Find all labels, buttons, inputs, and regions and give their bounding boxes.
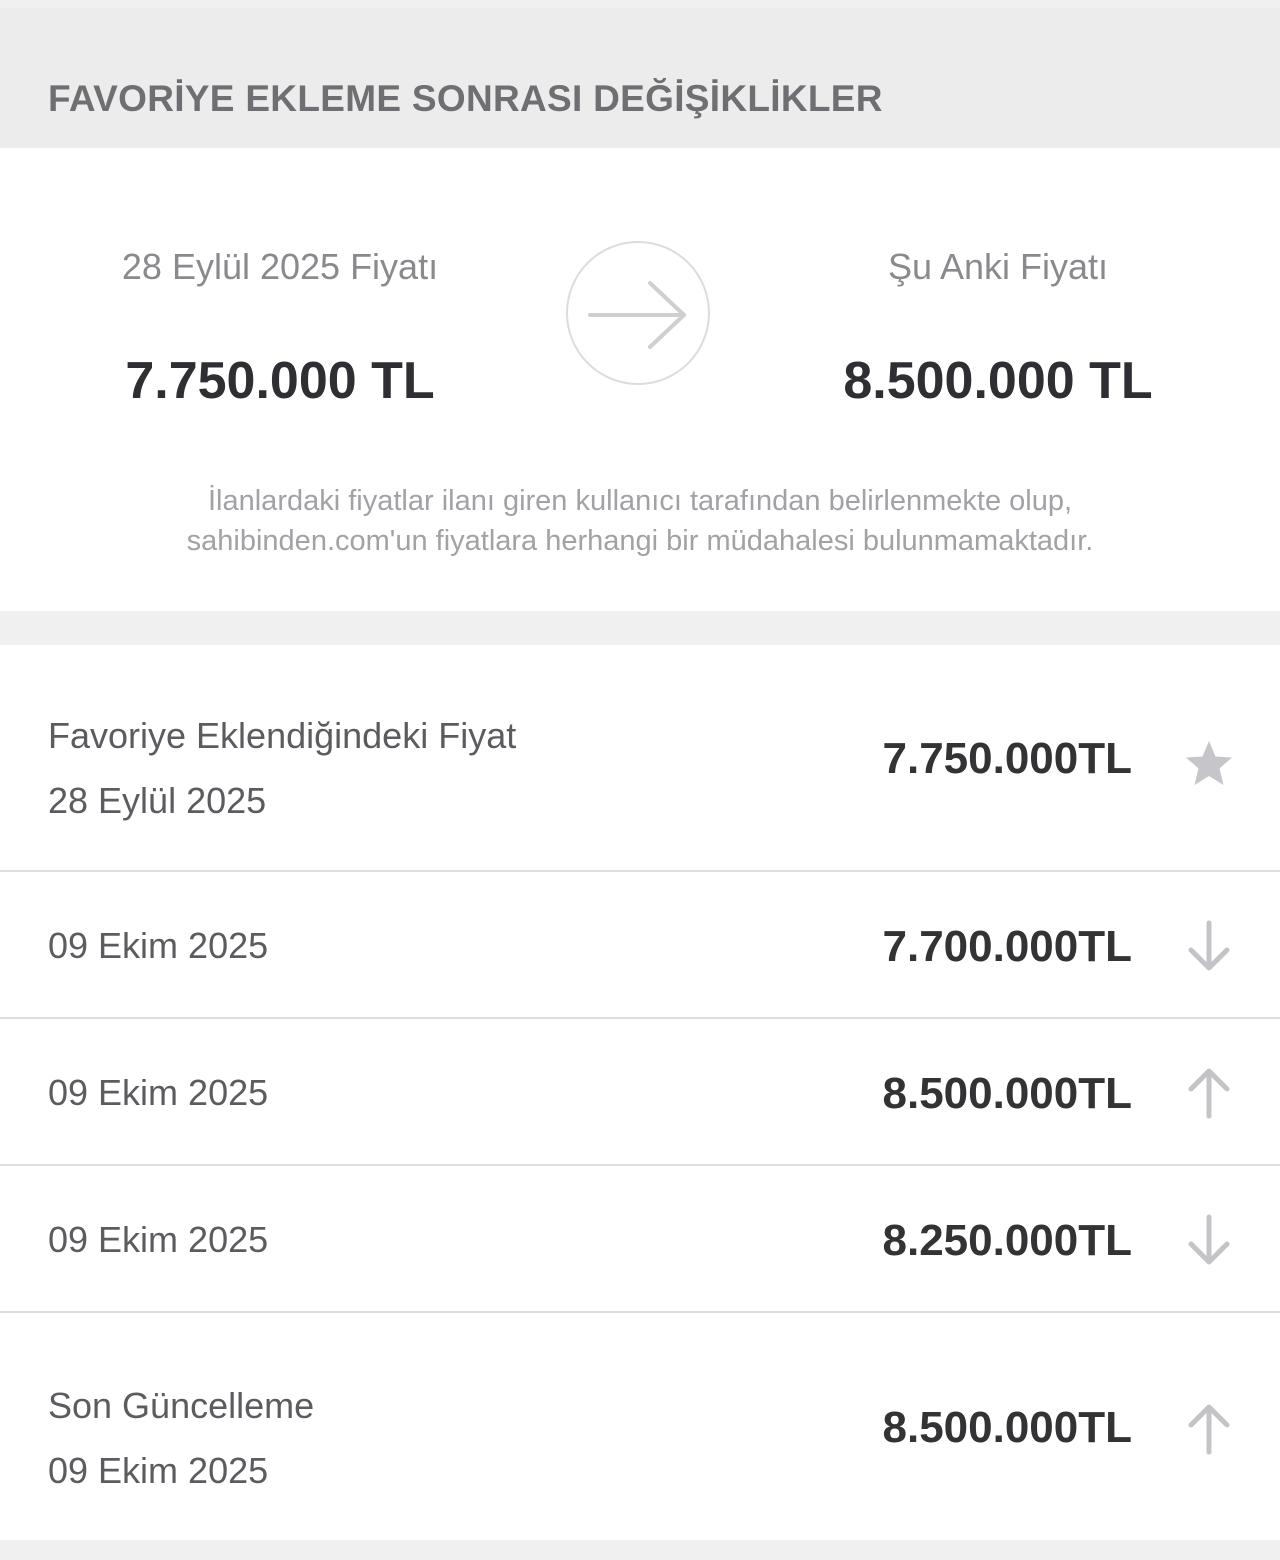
history-row-date: 09 Ekim 2025 — [48, 1450, 269, 1491]
disclaimer-line-2: sahibinden.com'un fiyatlara herhangi bir müdahalesi bulunmamaktadır. — [186, 525, 1094, 557]
arrow-up-icon — [1180, 1400, 1238, 1458]
section-header — [0, 8, 1280, 148]
history-row-last-update — [0, 1313, 1280, 1540]
history-row-price: 7.750.000TL — [882, 734, 1132, 783]
history-row-date: 09 Ekim 2025 — [48, 1219, 269, 1260]
arrow-down-icon — [1180, 917, 1238, 975]
history-row — [0, 1166, 1280, 1313]
arrow-up-icon — [1180, 1064, 1238, 1122]
history-row-price: 8.500.000TL — [882, 1069, 1132, 1118]
arrow-right-icon — [566, 241, 710, 385]
history-row-price: 8.500.000TL — [882, 1403, 1132, 1452]
price-comparison-card — [0, 148, 1280, 611]
disclaimer-line-1: İlanlardaki fiyatlar ilanı giren kullanıcı tarafından belirlenmekte olup, — [207, 485, 1073, 517]
previous-price-value: 7.750.000 TL — [125, 352, 435, 410]
history-row-price: 7.700.000TL — [882, 922, 1132, 971]
history-row-title: Son Güncelleme — [48, 1385, 315, 1426]
history-row-price: 8.250.000TL — [882, 1216, 1132, 1265]
history-row-date: 28 Eylül 2025 — [48, 780, 267, 821]
history-row-date: 09 Ekim 2025 — [48, 925, 269, 966]
price-history-list — [0, 645, 1280, 1540]
history-row-date: 09 Ekim 2025 — [48, 1072, 269, 1113]
arrow-down-icon — [1180, 1211, 1238, 1269]
history-row-title: Favoriye Eklendiğindeki Fiyat — [48, 715, 517, 756]
current-price-label: Şu Anki Fiyatı — [887, 246, 1109, 287]
star-icon — [1180, 735, 1238, 793]
history-row-favorited — [0, 645, 1280, 872]
current-price-value: 8.500.000 TL — [843, 352, 1153, 410]
section-title: FAVORİYE EKLEME SONRASI DEĞİŞİKLİKLER — [48, 78, 883, 119]
history-row — [0, 1019, 1280, 1166]
price-disclaimer — [40, 481, 1240, 561]
history-row — [0, 872, 1280, 1019]
previous-price-label: 28 Eylül 2025 Fiyatı — [121, 246, 439, 287]
